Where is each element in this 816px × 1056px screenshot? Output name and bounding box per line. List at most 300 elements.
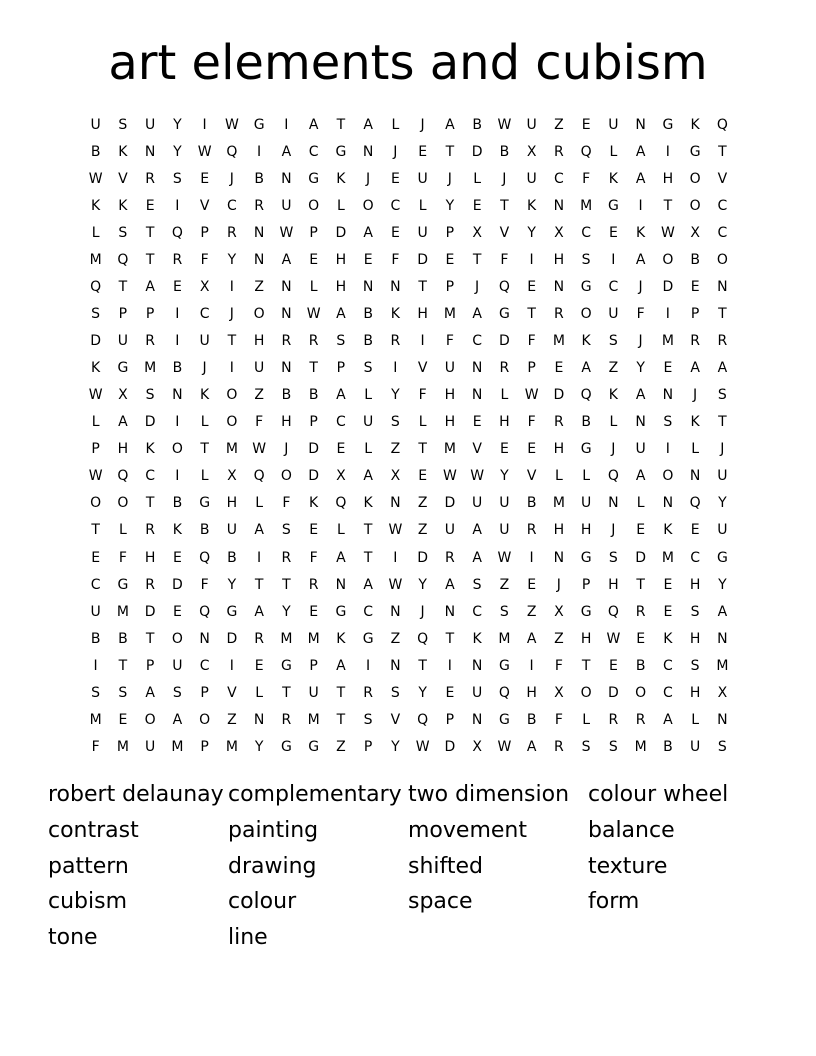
- grid-letter: D: [226, 630, 238, 647]
- grid-row: [82, 680, 736, 707]
- grid-letter: Q: [689, 495, 701, 512]
- grid-letter: C: [199, 657, 210, 674]
- grid-letter: T: [363, 522, 373, 539]
- grid-letter: C: [690, 549, 701, 566]
- grid-letter: L: [473, 171, 482, 188]
- grid-row: [82, 328, 736, 355]
- grid-letter: S: [690, 657, 700, 674]
- grid-letter: A: [363, 117, 373, 134]
- grid-letter: I: [229, 279, 234, 296]
- grid-letter: O: [199, 711, 211, 728]
- grid-letter: C: [662, 684, 673, 701]
- grid-letter: U: [690, 738, 701, 755]
- grid-row: [82, 166, 736, 193]
- grid-letter: B: [118, 630, 128, 647]
- grid-letter: E: [118, 711, 128, 728]
- grid-letter: Z: [254, 279, 264, 296]
- grid-letter: S: [581, 252, 591, 269]
- grid-letter: E: [636, 522, 646, 539]
- grid-letter: X: [336, 468, 346, 485]
- grid-letter: L: [336, 198, 345, 215]
- grid-letter: U: [444, 522, 455, 539]
- grid-letter: W: [388, 522, 403, 539]
- grid-letter: U: [90, 117, 101, 134]
- grid-letter: T: [282, 684, 291, 701]
- grid-letter: N: [362, 144, 374, 161]
- grid-letter: W: [88, 387, 103, 404]
- grid-row: [82, 517, 736, 544]
- grid-letter: N: [662, 495, 674, 512]
- grid-letter: P: [91, 441, 100, 458]
- grid-letter: E: [254, 657, 264, 674]
- grid-letter: Z: [254, 387, 264, 404]
- grid-letter: V: [199, 198, 210, 215]
- grid-letter: V: [717, 171, 728, 188]
- grid-letter: W: [197, 144, 212, 161]
- grid-letter: D: [444, 495, 456, 512]
- grid-letter: S: [608, 549, 618, 566]
- grid-letter: R: [635, 711, 646, 728]
- grid-letter: X: [472, 225, 482, 242]
- grid-letter: C: [390, 198, 401, 215]
- grid-letter: X: [199, 279, 210, 296]
- grid-letter: A: [281, 252, 292, 269]
- grid-letter: E: [363, 252, 373, 269]
- grid-letter: Q: [117, 252, 129, 269]
- grid-letter: H: [226, 495, 238, 512]
- grid-letter: U: [199, 333, 210, 350]
- grid-letter: C: [581, 225, 592, 242]
- grid-letter: W: [524, 387, 539, 404]
- grid-letter: U: [172, 657, 183, 674]
- grid-letter: K: [336, 630, 346, 647]
- grid-letter: W: [388, 576, 403, 593]
- grid-letter: I: [175, 414, 180, 431]
- grid-letter: A: [445, 576, 455, 593]
- grid-letter: E: [663, 603, 673, 620]
- grid-letter: H: [499, 414, 510, 431]
- grid-letter: C: [717, 225, 728, 242]
- grid-row: [82, 545, 736, 572]
- grid-letter: H: [117, 441, 129, 458]
- grid-letter: Q: [117, 468, 129, 485]
- grid-letter: L: [691, 441, 700, 458]
- grid-letter: S: [363, 711, 373, 728]
- grid-letter: T: [472, 252, 482, 269]
- grid-letter: U: [499, 495, 510, 512]
- grid-letter: Z: [526, 603, 537, 620]
- grid-letter: Z: [390, 441, 401, 458]
- grid-letter: R: [227, 225, 237, 242]
- grid-letter: T: [145, 495, 155, 512]
- grid-letter: Q: [498, 684, 510, 701]
- grid-letter: E: [309, 252, 319, 269]
- grid-letter: N: [281, 171, 292, 188]
- grid-letter: P: [445, 711, 455, 728]
- grid-letter: E: [581, 117, 591, 134]
- grid-letter: F: [527, 414, 536, 431]
- word-list-item: tone: [48, 925, 98, 950]
- grid-letter: F: [418, 387, 427, 404]
- grid-letter: J: [447, 171, 452, 188]
- grid-letter: H: [689, 630, 701, 647]
- grid-letter: Y: [227, 252, 237, 269]
- grid-letter: B: [90, 630, 101, 647]
- grid-letter: D: [417, 549, 429, 566]
- grid-letter: G: [362, 630, 374, 647]
- grid-letter: Q: [580, 144, 592, 161]
- grid-letter: J: [611, 522, 616, 539]
- grid-letter: U: [281, 198, 292, 215]
- grid-letter: X: [554, 225, 564, 242]
- grid-letter: R: [554, 738, 564, 755]
- grid-letter: H: [662, 171, 674, 188]
- grid-letter: U: [226, 522, 237, 539]
- grid-letter: T: [445, 630, 455, 647]
- grid-letter: P: [690, 306, 700, 323]
- word-list-item: space: [408, 889, 473, 915]
- grid-letter: W: [415, 738, 430, 755]
- grid-letter: A: [363, 225, 373, 242]
- grid-letter: T: [445, 144, 455, 161]
- grid-letter: L: [364, 387, 373, 404]
- grid-letter: G: [280, 738, 292, 755]
- grid-letter: A: [308, 117, 319, 134]
- grid-letter: E: [690, 522, 700, 539]
- grid-letter: C: [308, 144, 319, 161]
- grid-letter: T: [145, 630, 155, 647]
- grid-letter: I: [175, 333, 180, 350]
- grid-letter: S: [472, 576, 482, 593]
- grid-letter: U: [472, 495, 483, 512]
- grid-letter: O: [171, 441, 183, 458]
- grid-letter: P: [445, 279, 455, 296]
- grid-letter: C: [472, 333, 483, 350]
- grid-letter: N: [689, 468, 701, 485]
- grid-letter: S: [717, 387, 727, 404]
- grid-letter: H: [608, 576, 619, 593]
- grid-letter: W: [224, 117, 239, 134]
- grid-letter: U: [363, 414, 374, 431]
- grid-letter: Y: [254, 738, 264, 755]
- grid-letter: B: [308, 387, 319, 404]
- grid-letter: T: [145, 252, 155, 269]
- grid-letter: Z: [417, 522, 428, 539]
- grid-letter: Y: [418, 684, 427, 701]
- grid-letter: U: [635, 441, 646, 458]
- grid-letter: Y: [391, 738, 400, 755]
- word-list-item: painting: [228, 817, 319, 843]
- grid-letter: G: [280, 657, 292, 674]
- word-list-item: texture: [588, 853, 668, 879]
- grid-letter: E: [608, 657, 618, 674]
- grid-letter: Z: [390, 630, 401, 647]
- grid-letter: Z: [336, 738, 346, 755]
- grid-letter: B: [254, 171, 264, 188]
- grid-letter: J: [502, 171, 507, 188]
- grid-letter: G: [716, 549, 728, 566]
- grid-letter: E: [445, 684, 455, 701]
- grid-letter: A: [581, 360, 591, 377]
- grid-letter: J: [420, 603, 425, 620]
- grid-letter: H: [335, 279, 347, 296]
- word-list-item: cubism: [48, 889, 128, 915]
- grid-letter: D: [144, 603, 156, 620]
- grid-letter: H: [553, 252, 565, 269]
- grid-letter: U: [499, 522, 510, 539]
- grid-letter: X: [554, 684, 564, 701]
- grid-letter: A: [145, 279, 155, 296]
- grid-letter: A: [526, 630, 537, 647]
- grid-letter: H: [253, 333, 265, 350]
- grid-letter: F: [282, 495, 291, 512]
- grid-letter: R: [526, 522, 537, 539]
- grid-letter: J: [638, 279, 643, 296]
- grid-letter: S: [390, 684, 400, 701]
- grid-letter: H: [553, 441, 565, 458]
- grid-letter: Y: [173, 117, 182, 134]
- grid-letter: K: [690, 117, 700, 134]
- grid-letter: M: [89, 711, 102, 728]
- grid-letter: O: [226, 414, 238, 431]
- grid-letter: I: [93, 657, 98, 674]
- grid-letter: H: [580, 522, 592, 539]
- grid-letter: W: [497, 738, 512, 755]
- grid-letter: I: [366, 657, 371, 674]
- grid-letter: O: [580, 684, 592, 701]
- grid-letter: V: [118, 171, 128, 188]
- grid-letter: B: [172, 360, 183, 377]
- word-list-item: complementary: [228, 782, 402, 807]
- grid-letter: U: [608, 117, 619, 134]
- grid-letter: K: [118, 144, 128, 161]
- grid-letter: T: [227, 333, 237, 350]
- grid-letter: E: [336, 441, 346, 458]
- grid-letter: L: [255, 495, 264, 512]
- grid-letter: N: [253, 252, 265, 269]
- grid-row: [82, 599, 736, 626]
- grid-letter: I: [229, 360, 234, 377]
- grid-letter: R: [145, 522, 155, 539]
- grid-letter: I: [284, 117, 289, 134]
- grid-letter: N: [390, 657, 401, 674]
- grid-row: [82, 193, 736, 220]
- grid-letter: R: [308, 576, 319, 593]
- grid-letter: W: [606, 630, 621, 647]
- grid-letter: E: [636, 630, 646, 647]
- grid-letter: H: [444, 414, 456, 431]
- grid-letter: U: [417, 171, 428, 188]
- grid-letter: L: [582, 711, 591, 728]
- grid-letter: I: [529, 252, 534, 269]
- grid-letter: G: [308, 171, 320, 188]
- grid-letter: M: [716, 657, 729, 674]
- grid-letter: U: [308, 684, 319, 701]
- grid-letter: S: [663, 414, 673, 431]
- grid-letter: X: [526, 144, 537, 161]
- grid-letter: F: [91, 738, 100, 755]
- grid-letter: B: [526, 495, 537, 512]
- grid-letter: X: [472, 738, 482, 755]
- grid-letter: A: [336, 657, 346, 674]
- grid-letter: G: [580, 441, 592, 458]
- grid-letter: D: [144, 414, 156, 431]
- grid-letter: R: [281, 333, 292, 350]
- grid-letter: D: [308, 468, 320, 485]
- grid-letter: C: [553, 171, 564, 188]
- word-list-item: two dimension: [408, 782, 570, 807]
- grid-letter: I: [257, 549, 262, 566]
- grid-letter: T: [363, 549, 373, 566]
- grid-letter: L: [200, 414, 209, 431]
- grid-letter: G: [335, 144, 347, 161]
- grid-letter: G: [335, 603, 347, 620]
- grid-letter: F: [445, 333, 454, 350]
- grid-letter: M: [661, 333, 674, 350]
- grid-letter: L: [255, 684, 264, 701]
- grid-letter: T: [336, 711, 346, 728]
- grid-letter: Q: [716, 117, 728, 134]
- word-list-item: line: [228, 925, 268, 950]
- grid-letter: P: [309, 414, 318, 431]
- grid-letter: A: [254, 522, 264, 539]
- grid-letter: X: [690, 225, 700, 242]
- grid-letter: P: [527, 360, 536, 377]
- grid-letter: S: [118, 117, 128, 134]
- grid-letter: K: [145, 441, 155, 458]
- grid-letter: Z: [608, 360, 619, 377]
- grid-letter: D: [171, 576, 183, 593]
- grid-letter: M: [171, 738, 184, 755]
- grid-letter: N: [444, 603, 456, 620]
- grid-letter: L: [418, 414, 427, 431]
- grid-letter: C: [717, 198, 728, 215]
- grid-letter: T: [91, 522, 100, 539]
- grid-letter: W: [252, 441, 267, 458]
- grid-letter: B: [472, 117, 482, 134]
- grid-letter: T: [118, 657, 128, 674]
- grid-letter: G: [308, 738, 320, 755]
- grid-letter: U: [472, 684, 483, 701]
- grid-letter: E: [663, 360, 673, 377]
- grid-letter: M: [580, 198, 593, 215]
- grid-letter: I: [257, 144, 262, 161]
- word-list-item: form: [588, 889, 640, 915]
- grid-letter: A: [336, 306, 346, 323]
- grid-letter: T: [282, 576, 291, 593]
- grid-letter: N: [172, 387, 183, 404]
- grid-letter: R: [145, 576, 155, 593]
- grid-letter: V: [472, 441, 482, 458]
- grid-letter: U: [608, 306, 619, 323]
- grid-letter: N: [471, 657, 483, 674]
- grid-letter: N: [662, 387, 674, 404]
- grid-letter: N: [635, 414, 646, 431]
- grid-letter: W: [497, 117, 512, 134]
- grid-letter: U: [717, 522, 728, 539]
- grid-letter: Q: [498, 279, 510, 296]
- grid-letter: N: [553, 279, 565, 296]
- grid-letter: N: [471, 387, 483, 404]
- grid-letter: Q: [335, 495, 347, 512]
- grid-letter: I: [420, 333, 425, 350]
- grid-letter: B: [281, 387, 292, 404]
- grid-letter: J: [229, 306, 234, 323]
- grid-letter: R: [145, 171, 155, 188]
- grid-letter: M: [661, 549, 674, 566]
- grid-letter: Z: [227, 711, 237, 728]
- grid-letter: O: [362, 198, 374, 215]
- grid-letter: E: [91, 549, 101, 566]
- grid-letter: G: [498, 306, 510, 323]
- grid-letter: S: [499, 603, 509, 620]
- grid-letter: B: [172, 495, 183, 512]
- grid-letter: E: [418, 144, 428, 161]
- grid-letter: O: [662, 468, 674, 485]
- grid-letter: J: [475, 279, 480, 296]
- grid-letter: P: [336, 360, 346, 377]
- grid-letter: T: [718, 144, 727, 161]
- grid-letter: O: [689, 198, 701, 215]
- grid-letter: B: [199, 522, 210, 539]
- grid-letter: E: [172, 603, 182, 620]
- word-search-grid: [82, 112, 736, 761]
- grid-letter: P: [118, 306, 128, 323]
- grid-letter: A: [472, 549, 482, 566]
- grid-letter: X: [390, 468, 401, 485]
- grid-letter: I: [611, 252, 616, 269]
- grid-letter: F: [500, 252, 509, 269]
- grid-letter: E: [472, 198, 482, 215]
- grid-letter: A: [172, 711, 183, 728]
- grid-letter: J: [556, 576, 561, 593]
- grid-letter: H: [417, 306, 428, 323]
- grid-letter: O: [226, 387, 238, 404]
- grid-row: [82, 734, 736, 761]
- grid-letter: S: [145, 387, 155, 404]
- grid-letter: R: [554, 306, 564, 323]
- grid-letter: A: [690, 360, 700, 377]
- grid-letter: Y: [282, 603, 291, 620]
- grid-letter: N: [335, 576, 347, 593]
- grid-letter: G: [498, 657, 510, 674]
- grid-letter: O: [716, 252, 728, 269]
- grid-letter: E: [499, 441, 509, 458]
- grid-letter: Y: [445, 198, 455, 215]
- grid-letter: I: [665, 144, 670, 161]
- grid-letter: L: [336, 522, 345, 539]
- grid-letter: O: [662, 252, 674, 269]
- grid-letter: E: [390, 225, 400, 242]
- grid-letter: P: [445, 225, 455, 242]
- grid-letter: E: [309, 603, 319, 620]
- grid-letter: S: [690, 603, 700, 620]
- grid-letter: K: [172, 522, 182, 539]
- grid-letter: W: [88, 468, 103, 485]
- grid-letter: I: [175, 198, 180, 215]
- grid-letter: B: [363, 333, 373, 350]
- grid-letter: Y: [227, 576, 237, 593]
- grid-letter: A: [663, 711, 673, 728]
- grid-row: [82, 355, 736, 382]
- grid-letter: P: [200, 225, 209, 242]
- grid-letter: N: [390, 279, 401, 296]
- grid-letter: L: [91, 225, 100, 242]
- grid-letter: U: [90, 603, 101, 620]
- grid-letter: C: [226, 198, 237, 215]
- grid-letter: L: [91, 414, 100, 431]
- grid-letter: L: [391, 117, 400, 134]
